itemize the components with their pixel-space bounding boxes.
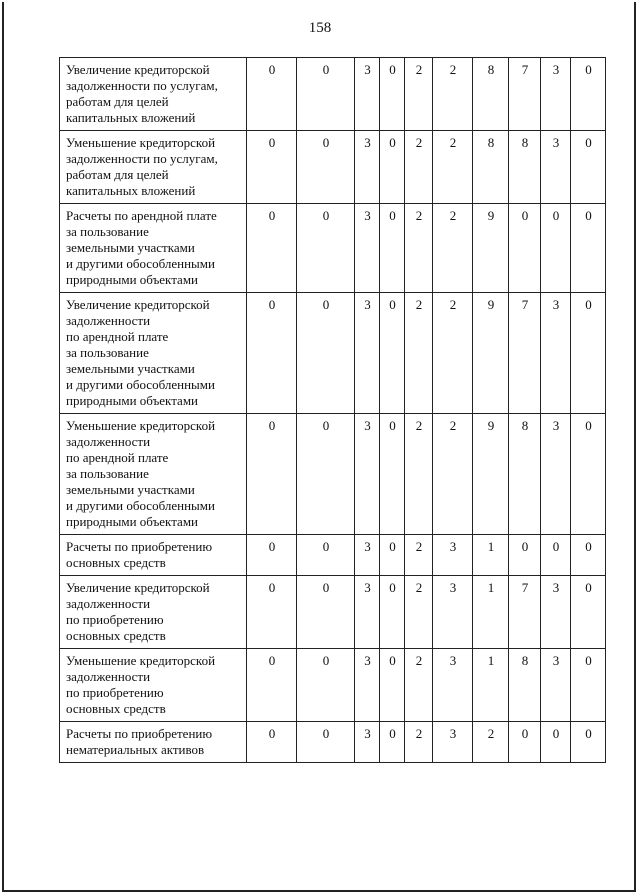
code-digit-cell: 8 <box>509 649 541 722</box>
code-digit-cell: 2 <box>473 722 509 763</box>
code-digit-cell: 0 <box>509 535 541 576</box>
code-digit-cell: 0 <box>247 58 297 131</box>
code-digit-cell: 2 <box>405 576 433 649</box>
code-digit-cell: 0 <box>380 58 405 131</box>
code-digit-cell: 2 <box>405 293 433 414</box>
code-digit-cell: 2 <box>433 204 473 293</box>
code-digit-cell: 0 <box>509 722 541 763</box>
code-digit-cell: 2 <box>433 414 473 535</box>
code-digit-cell: 0 <box>571 576 606 649</box>
code-digit-cell: 7 <box>509 576 541 649</box>
code-digit-cell: 2 <box>405 535 433 576</box>
code-digit-cell: 0 <box>297 535 355 576</box>
code-digit-cell: 0 <box>541 204 571 293</box>
code-digit-cell: 9 <box>473 414 509 535</box>
code-digit-cell: 0 <box>571 131 606 204</box>
code-digit-cell: 3 <box>433 576 473 649</box>
row-description: Увеличение кредиторской задолженности по приобретению основных средств <box>60 576 247 649</box>
code-digit-cell: 3 <box>541 131 571 204</box>
code-digit-cell: 3 <box>541 58 571 131</box>
code-digit-cell: 7 <box>509 293 541 414</box>
code-digit-cell: 3 <box>355 576 380 649</box>
row-description: Расчеты по приобретению нематериальных активов <box>60 722 247 763</box>
code-digit-cell: 0 <box>247 293 297 414</box>
code-digit-cell: 0 <box>247 535 297 576</box>
code-digit-cell: 0 <box>571 293 606 414</box>
code-digit-cell: 0 <box>380 649 405 722</box>
code-digit-cell: 0 <box>380 414 405 535</box>
code-digit-cell: 2 <box>405 204 433 293</box>
code-digit-cell: 3 <box>541 649 571 722</box>
code-digit-cell: 3 <box>355 649 380 722</box>
table-row <box>60 293 606 414</box>
code-digit-cell: 0 <box>297 58 355 131</box>
code-digit-cell: 3 <box>433 722 473 763</box>
code-digit-cell: 0 <box>297 576 355 649</box>
code-digit-cell: 0 <box>247 649 297 722</box>
code-digit-cell: 0 <box>247 576 297 649</box>
table-row <box>60 131 606 204</box>
code-digit-cell: 9 <box>473 293 509 414</box>
table-row <box>60 58 606 131</box>
page-number: 158 <box>308 20 332 36</box>
code-digit-cell: 2 <box>405 649 433 722</box>
row-description: Расчеты по арендной плате за пользование земельными участками и другими обособленными природными объектами <box>60 204 247 293</box>
table-row <box>60 535 606 576</box>
code-digit-cell: 3 <box>433 649 473 722</box>
code-digit-cell: 0 <box>247 722 297 763</box>
code-digit-cell: 2 <box>405 722 433 763</box>
code-digit-cell: 1 <box>473 649 509 722</box>
code-digit-cell: 0 <box>297 722 355 763</box>
code-digit-cell: 3 <box>355 58 380 131</box>
code-digit-cell: 3 <box>355 535 380 576</box>
table-row <box>60 204 606 293</box>
code-digit-cell: 2 <box>405 58 433 131</box>
code-digit-cell: 3 <box>355 204 380 293</box>
row-description: Уменьшение кредиторской задолженности по услугам, работам для целей капитальных вложений <box>60 131 247 204</box>
code-digit-cell: 0 <box>571 722 606 763</box>
code-digit-cell: 0 <box>380 535 405 576</box>
code-digit-cell: 0 <box>541 535 571 576</box>
code-digit-cell: 2 <box>405 414 433 535</box>
code-digit-cell: 1 <box>473 535 509 576</box>
code-digit-cell: 0 <box>571 649 606 722</box>
code-digit-cell: 0 <box>571 204 606 293</box>
code-digit-cell: 0 <box>247 204 297 293</box>
code-digit-cell: 0 <box>380 722 405 763</box>
code-digit-cell: 3 <box>541 293 571 414</box>
row-description: Увеличение кредиторской задолженности по услугам, работам для целей капитальных вложений <box>60 58 247 131</box>
code-digit-cell: 0 <box>571 58 606 131</box>
code-digit-cell: 9 <box>473 204 509 293</box>
code-digit-cell: 8 <box>473 131 509 204</box>
code-digit-cell: 0 <box>297 131 355 204</box>
code-digit-cell: 2 <box>433 293 473 414</box>
code-digit-cell: 3 <box>355 131 380 204</box>
code-digit-cell: 8 <box>509 414 541 535</box>
code-digit-cell: 3 <box>433 535 473 576</box>
code-digit-cell: 0 <box>297 293 355 414</box>
code-digit-cell: 0 <box>297 204 355 293</box>
row-description: Уменьшение кредиторской задолженности по приобретению основных средств <box>60 649 247 722</box>
code-digit-cell: 0 <box>380 131 405 204</box>
code-digit-cell: 0 <box>380 576 405 649</box>
code-digit-cell: 0 <box>541 722 571 763</box>
code-digit-cell: 8 <box>509 131 541 204</box>
code-digit-cell: 2 <box>405 131 433 204</box>
code-digit-cell: 0 <box>297 649 355 722</box>
code-digit-cell: 0 <box>380 293 405 414</box>
code-digit-cell: 0 <box>297 414 355 535</box>
code-digit-cell: 0 <box>380 204 405 293</box>
table-row <box>60 649 606 722</box>
code-digit-cell: 3 <box>541 414 571 535</box>
code-digit-cell: 1 <box>473 576 509 649</box>
row-description: Уменьшение кредиторской задолженности по арендной плате за пользование земельными участками и другими обособленными природными объектами <box>60 414 247 535</box>
row-description: Увеличение кредиторской задолженности по арендной плате за пользование земельными участками и другими обособленными природными объектами <box>60 293 247 414</box>
code-digit-cell: 0 <box>247 131 297 204</box>
code-digit-cell: 0 <box>509 204 541 293</box>
code-digit-cell: 3 <box>355 722 380 763</box>
code-digit-cell: 0 <box>571 535 606 576</box>
row-description: Расчеты по приобретению основных средств <box>60 535 247 576</box>
code-digit-cell: 3 <box>355 414 380 535</box>
table-row <box>60 576 606 649</box>
account-code-table <box>59 57 606 763</box>
code-digit-cell: 3 <box>541 576 571 649</box>
code-digit-cell: 7 <box>509 58 541 131</box>
code-digit-cell: 3 <box>355 293 380 414</box>
code-digit-cell: 2 <box>433 58 473 131</box>
code-digit-cell: 2 <box>433 131 473 204</box>
table-row <box>60 414 606 535</box>
code-digit-cell: 0 <box>247 414 297 535</box>
code-digit-cell: 8 <box>473 58 509 131</box>
code-digit-cell: 0 <box>571 414 606 535</box>
table-row <box>60 722 606 763</box>
